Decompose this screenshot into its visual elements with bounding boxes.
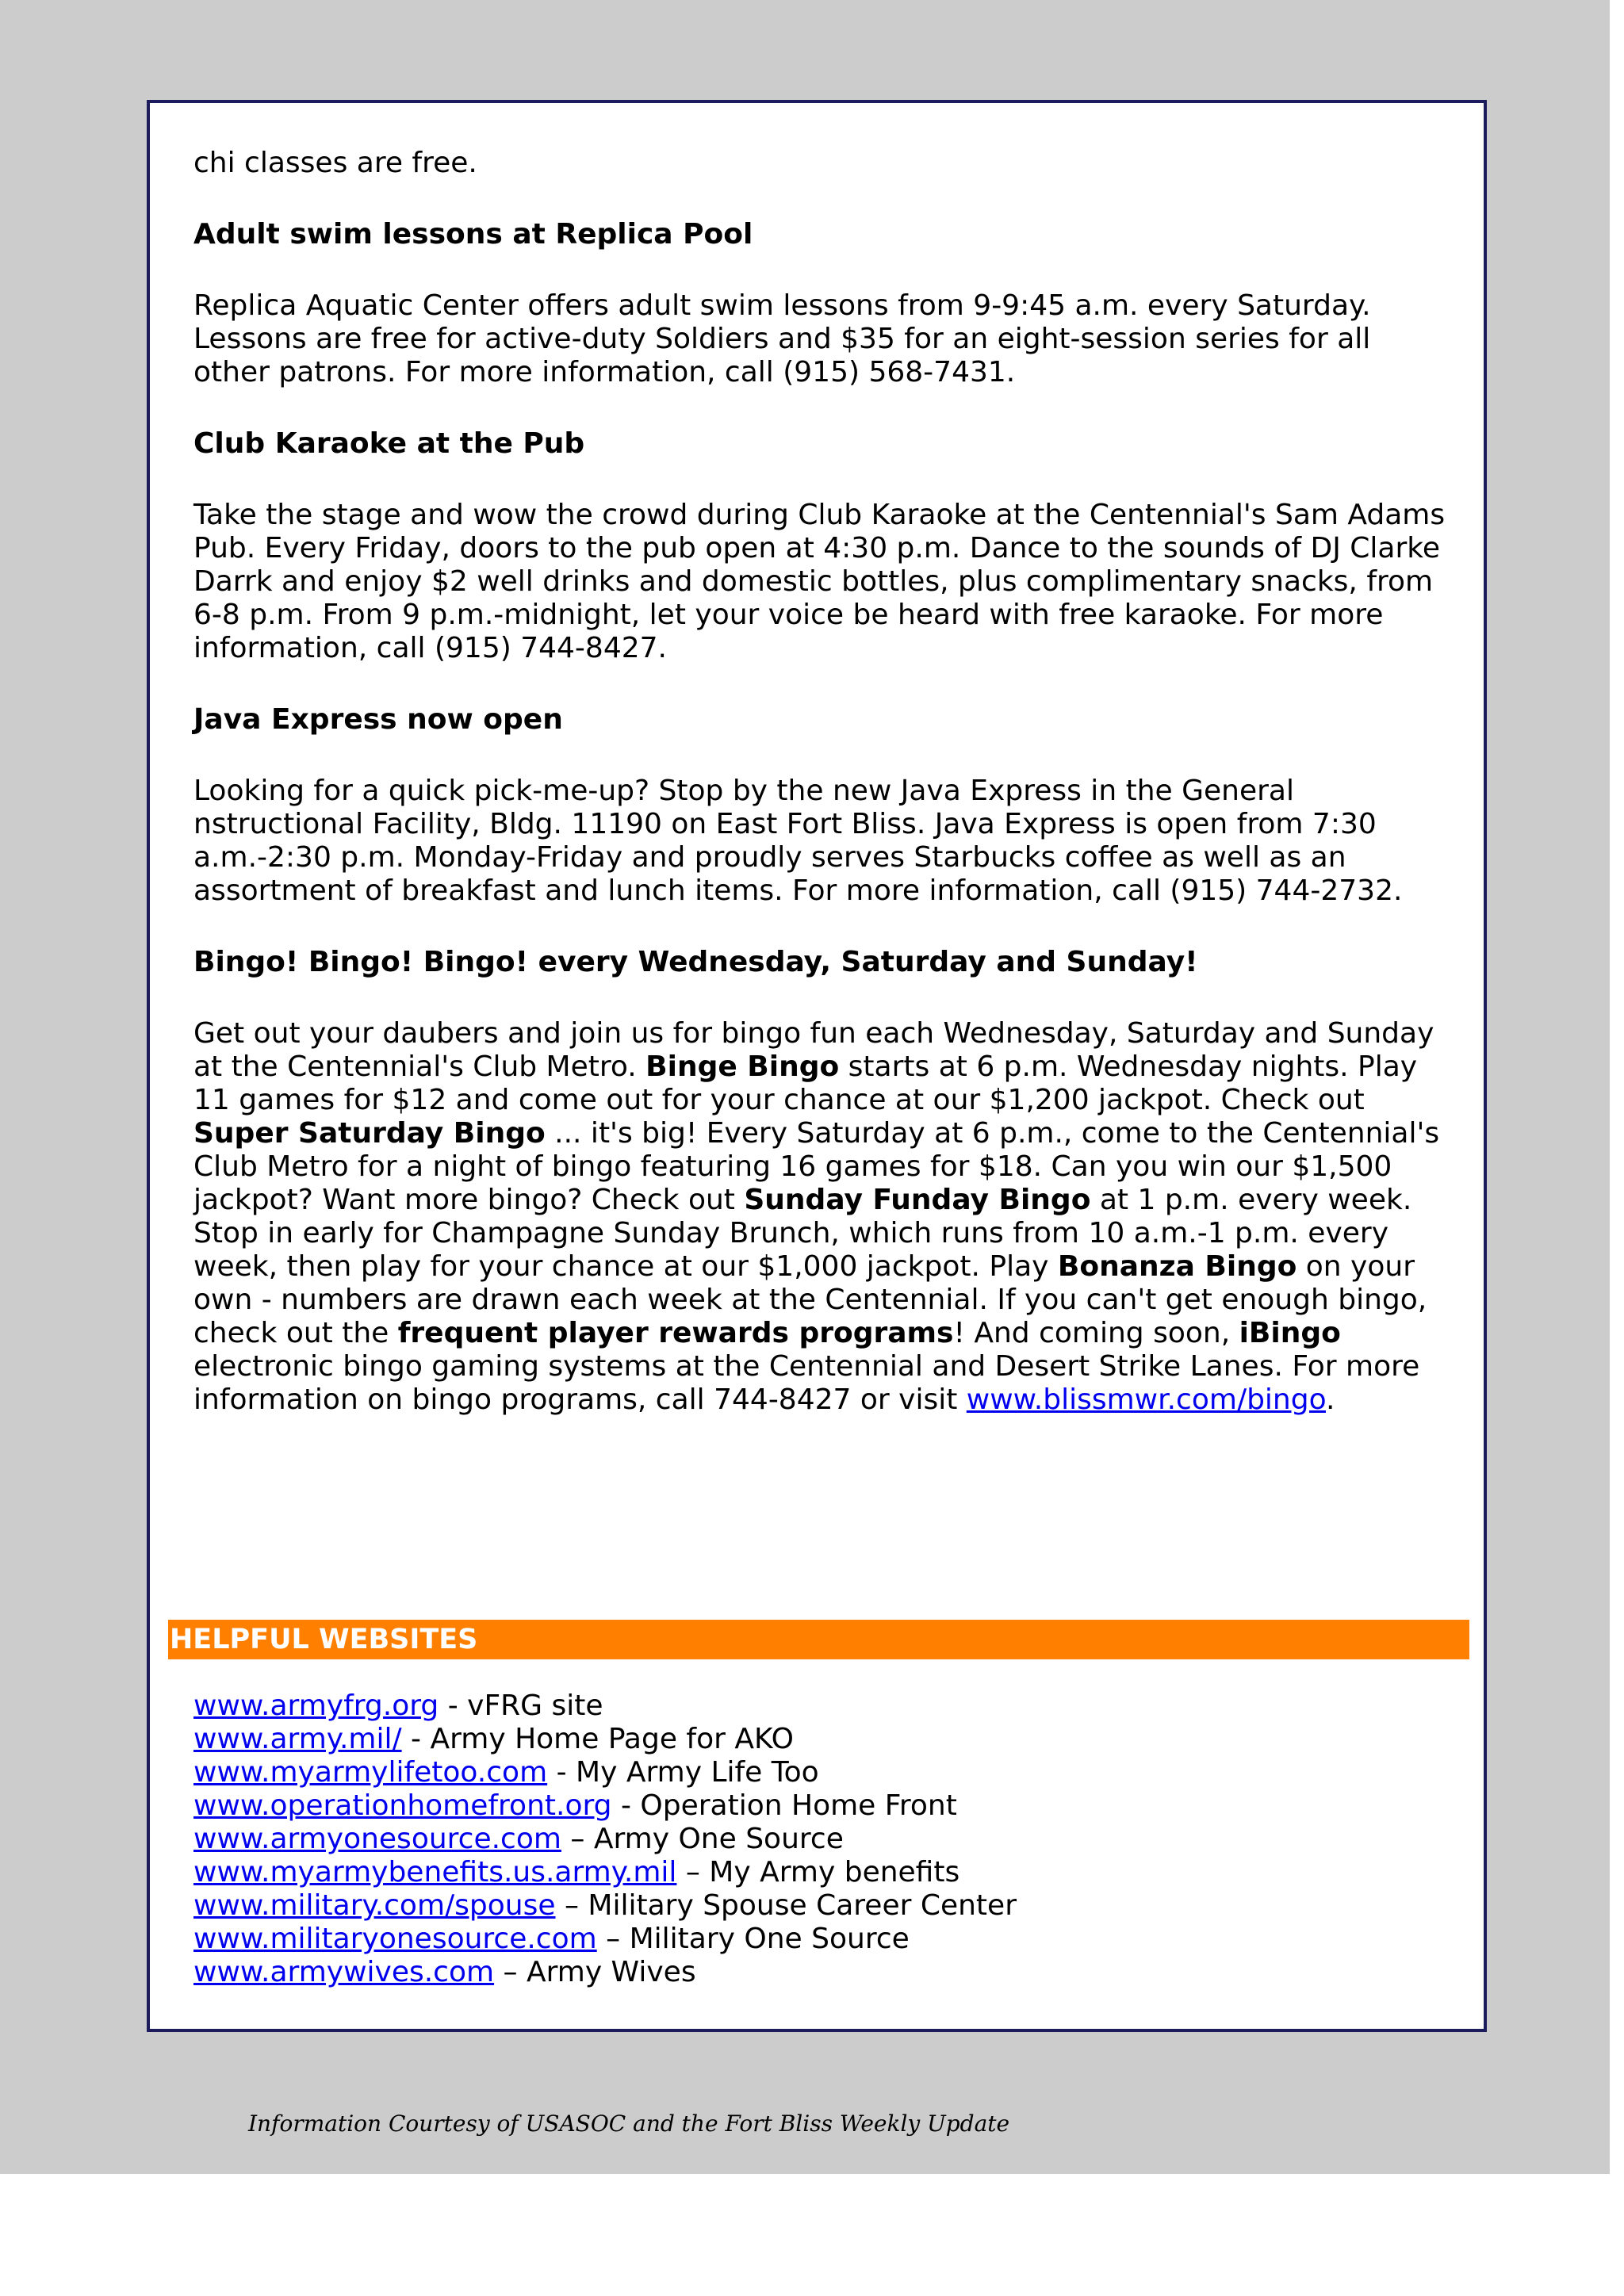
intro-tail-text: chi classes are free.: [193, 147, 477, 179]
site-link[interactable]: www.operationhomefront.org: [193, 1789, 612, 1822]
site-description: – Army Wives: [494, 1956, 696, 1988]
site-description: – Army One Source: [561, 1823, 844, 1855]
bingo-body: [193, 1017, 1454, 1417]
list-item: [193, 1789, 1454, 1823]
rewards-programs-bold: frequent player rewards programs: [397, 1317, 954, 1349]
site-link[interactable]: www.militaryonesource.com: [193, 1923, 597, 1955]
karaoke-body: Take the stage and wow the crowd during Club Karaoke at the Centennial's Sam Adams Pub. Every Friday, doors to the pub open at 4:30 p.m. Dance to the sounds of DJ Clarke Darrk and enjoy $2 well drinks and domestic bottles, plus complimentary snacks, from 6-8 p.m. From 9 p.m.-midnight, let your voice be heard with free karaoke. For more information, call (915) 744-8427.: [193, 499, 1446, 664]
site-link[interactable]: www.army.mil/: [193, 1723, 402, 1755]
site-link[interactable]: www.myarmylifetoo.com: [193, 1756, 548, 1789]
site-description: - vFRG site: [439, 1689, 603, 1722]
bingo-text-4: at 1 p.m. every week. Stop in early for Champagne Sunday Brunch, which runs from 10 a.m.-1 p.m. every week, then play for your chance at our $1,000 jackpot. Play: [193, 1184, 1412, 1283]
article-content: [193, 147, 1454, 1455]
java-body: Looking for a quick pick-me-up? Stop by the new Java Express in the General nstructional Facility, Bldg. 11190 on East Fort Bliss. Java Express is open from 7:30 a.m.-2:30 p.m. Monday-Friday and proudly serves Starbucks coffee as well as an assortment of breakfast and lunch items. For more information, call (915) 744-2732.: [193, 775, 1403, 907]
list-item: [193, 1689, 1454, 1723]
helpful-websites-list: [193, 1689, 1454, 1989]
swim-heading: Adult swim lessons at Replica Pool: [193, 218, 753, 251]
list-item: [193, 1956, 1454, 1989]
binge-bingo-bold: Binge Bingo: [645, 1050, 840, 1083]
bonanza-bingo-bold: Bonanza Bingo: [1057, 1250, 1297, 1283]
site-link[interactable]: www.armyfrg.org: [193, 1689, 439, 1722]
list-item: [193, 1823, 1454, 1856]
super-saturday-bingo-bold: Super Saturday Bingo: [193, 1117, 546, 1150]
list-item: [193, 1923, 1454, 1956]
ibingo-bold: iBingo: [1239, 1317, 1341, 1349]
list-item: [193, 1723, 1454, 1756]
footer-credit: Information Courtesy of USASOC and the Fort Bliss Weekly Update: [248, 2110, 1010, 2137]
newsletter-frame: [147, 100, 1487, 2032]
site-description: - Army Home Page for AKO: [401, 1723, 794, 1755]
karaoke-heading: Club Karaoke at the Pub: [193, 427, 585, 460]
site-description: – My Army benefits: [676, 1856, 960, 1888]
site-description: – Military One Source: [596, 1923, 910, 1955]
bingo-text-3: ... it's big! Every Saturday at 6 p.m., come to the Centennial's Club Metro for a night of bingo featuring 16 games for $18. Can you win our $1,500 jackpot? Want more bingo? Check out: [193, 1117, 1440, 1216]
site-description: - Operation Home Front: [611, 1789, 957, 1822]
bingo-text-6: ! And coming soon,: [953, 1317, 1239, 1349]
site-link[interactable]: www.military.com/spouse: [193, 1889, 556, 1922]
list-item: [193, 1756, 1454, 1789]
site-link[interactable]: www.myarmybenefits.us.army.mil: [193, 1856, 677, 1888]
sunday-funday-bingo-bold: Sunday Funday Bingo: [744, 1184, 1091, 1216]
helpful-websites-header: HELPFUL WEBSITES: [168, 1620, 1469, 1659]
list-item: [193, 1856, 1454, 1889]
bingo-heading: Bingo! Bingo! Bingo! every Wednesday, Saturday and Sunday!: [193, 946, 1198, 978]
bingo-text-2: starts at 6 p.m. Wednesday nights. Play 11 games for $12 and come out for your chance at our $1,200 jackpot. Check out: [193, 1050, 1418, 1116]
bingo-link[interactable]: www.blissmwr.com/bingo: [966, 1383, 1326, 1416]
java-heading: Java Express now open: [193, 703, 563, 736]
site-description: - My Army Life Too: [547, 1756, 819, 1789]
site-description: – Military Spouse Career Center: [555, 1889, 1017, 1922]
bingo-text-7: electronic bingo gaming systems at the Centennial and Desert Strike Lanes. For more information on bingo programs, call 744-8427 or visit: [193, 1350, 1420, 1416]
swim-body: Replica Aquatic Center offers adult swim lessons from 9-9:45 a.m. every Saturday. Lessons are free for active-duty Soldiers and $35 for an eight-session series for all other patrons. For more information, call (915) 568-7431.: [193, 289, 1371, 388]
site-link[interactable]: www.armyonesource.com: [193, 1823, 561, 1855]
bingo-text-8: .: [1325, 1383, 1335, 1416]
bingo-text-5: on your own - numbers are drawn each week at the Centennial. If you can't get enough bingo, check out the: [193, 1250, 1427, 1349]
bingo-text-1: Get out your daubers and join us for bingo fun each Wednesday, Saturday and Sunday at the Centennial's Club Metro.: [193, 1017, 1434, 1083]
site-link[interactable]: www.armywives.com: [193, 1956, 495, 1988]
list-item: [193, 1889, 1454, 1923]
